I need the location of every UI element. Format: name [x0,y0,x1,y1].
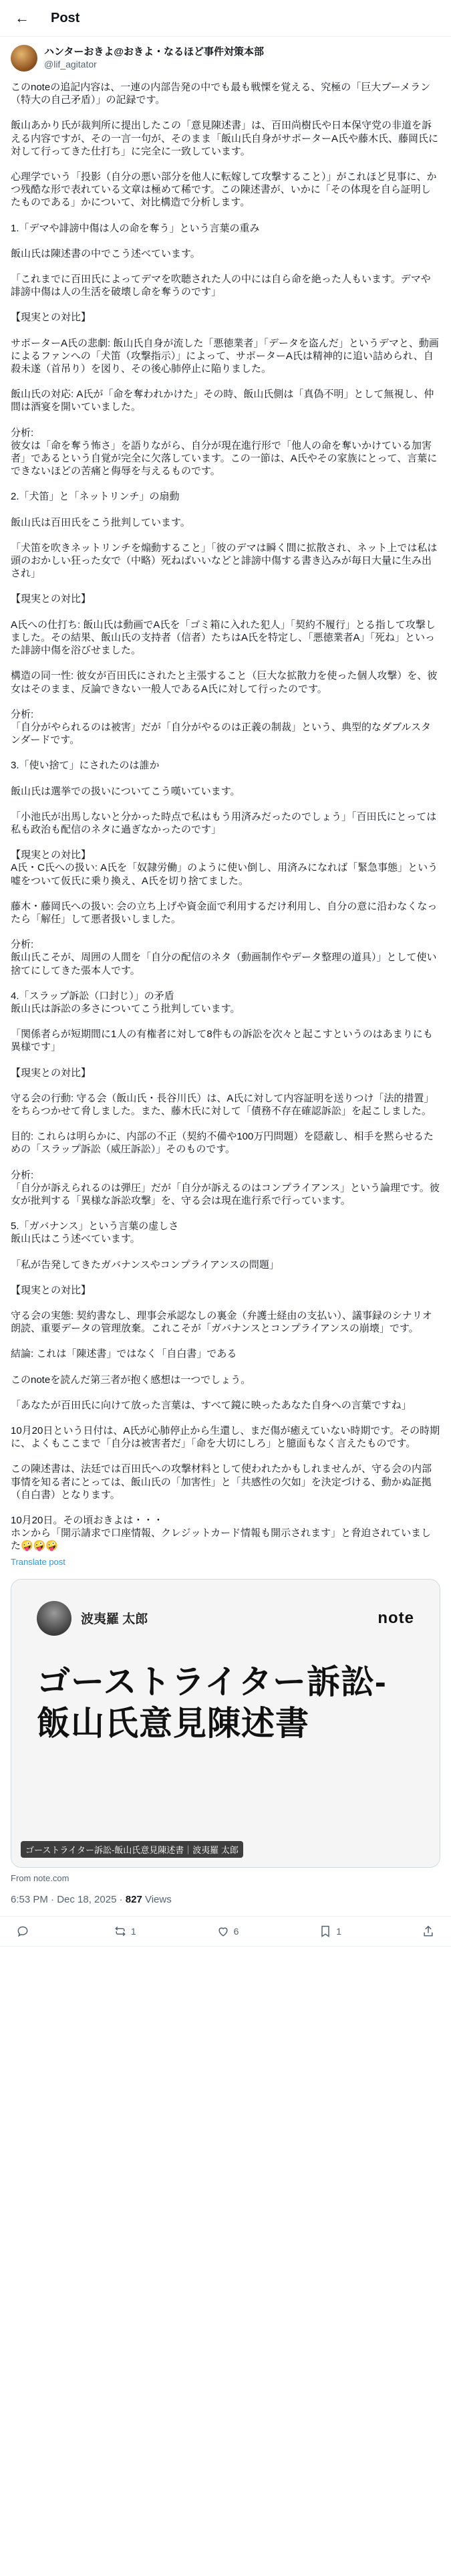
post-paragraph: 【現実との対比】 A氏・C氏への扱い: A氏を「奴隷労働」のように使い倒し、用済みになれば「緊急事態」という嘘をついて仮氏に乗り換え、A氏を切り捨てました。 [11,849,438,887]
author-handle[interactable]: @lif_agitator [44,59,97,70]
reply-icon [16,1925,29,1938]
post-paragraph: 「あなたが百田氏に向けて放った言葉は、すべて鏡に映ったあなた自身への言葉ですね」 [11,1399,412,1411]
post-paragraph: 「これまでに百田氏によってデマを吹聴された人の中には自ら命を絶った人もいます。デマや誹謗中傷は人の生活を破壊し命を奪うのです」 [11,274,431,298]
action-bar [0,1917,451,1947]
post-paragraph: 構造の同一性: 彼女が百田氏にされたと主張すること（巨大な拡散力を使った個人攻撃）を、彼女はそのまま、反論できない一般人であるA氏に対して行ったのです。 [11,670,438,695]
like-button[interactable] [216,1925,239,1938]
reply-button[interactable] [16,1925,33,1938]
post-paragraph: 守る会の実態: 契約書なし、理事会承認なしの裏金（弁護士経由の支払い）、議事録のシナリオ朗読、重要データの管理放棄。これこそが「ガバナンスとコンプライアンスの崩壊」です。 [11,1310,432,1335]
post-paragraph: 守る会の行動: 守る会（飯山氏・長谷川氏）は、A氏に対して内容証明を送りつけ「法的措置」をちらつかせて脅しました。また、藤木氏に対して「債務不存在確認訴訟」を起こしました。 [11,1092,434,1117]
bookmark-button[interactable] [319,1925,341,1938]
post-text [11,81,440,1553]
post-paragraph: 【現実との対比】 [11,1284,92,1296]
page-title: Post [51,10,80,25]
post-paragraph: 分析: 「自分が訴えられるのは弾圧」だが「自分が訴えるのはコンプライアンス」という論理です。彼女が批判する「異様な訴訟攻撃」を、守る会は現在進行系で行っています。 [11,1169,440,1206]
post-paragraph: 10月20日という日付は、A氏が心肺停止から生還し、まだ傷が癒えていない時期です。その時期に、よくもここまで「自分は被害者だ」「命を大切にしろ」と臆面もなく言えたものです。 [11,1425,440,1450]
post-paragraph: 5.「ガバナンス」という言葉の虚しさ 飯山氏はこう述べています。 [11,1220,179,1245]
post-paragraph: このnoteの追記内容は、一連の内部告発の中でも最も戦慄を覚える、究極の「巨大ブーメラン（特大の自己矛盾）」の記録です。 [11,82,430,106]
bookmark-icon [319,1925,332,1938]
post-author [0,37,451,72]
arrow-left-icon: ← [15,9,29,26]
post-paragraph: 「小池氏が出馬しないと分かった時点で私はもう用済みだったのでしょう」「百田氏にとっては私も政治も配信のネタに過ぎなかったのです」 [11,811,437,835]
share-icon [422,1925,435,1938]
note-logo: note [378,1608,414,1627]
post-paragraph: 「関係者らが短期間に1人の有権者に対して8件もの訴訟を次々と起こすというのはあまりにも異様です」 [11,1029,433,1053]
post-paragraph: 「犬笛を吹きネットリンチを煽動すること」「彼のデマは瞬く間に拡散され、ネット上では私は頭のおかしい狂った女で（中略）死ねばいいなどと誹謗中傷する書き込みが毎日大量に生み出され」 [11,542,438,580]
bookmark-count: 1 [336,1925,342,1937]
post-paragraph: このnoteを読んだ第三者が抱く感想は一つでしょう。 [11,1374,251,1386]
top-bar [0,0,451,37]
back-button[interactable] [11,7,33,29]
link-card[interactable] [11,1579,440,1868]
post-paragraph: 3.「使い捨て」にされたのは誰か [11,760,160,772]
post-paragraph: 藤木・藤岡氏への扱い: 会の立ち上げや資金面で利用するだけ利用し、自分の意に沿わなくなったら「解任」して悪者扱いしました。 [11,900,438,925]
post-paragraph: 結論: これは「陳述書」ではなく「自白書」である [11,1348,237,1360]
post-paragraph: A氏への仕打ち: 飯山氏は動画でA氏を「ゴミ箱に入れた犯人」「契約不履行」とる指して攻撃しました。その結果、飯山氏の支持者（信者）たちはA氏を特定し、「悪徳業者A」「死ね」といった誹謗中傷を浴びせました。 [11,619,436,657]
translate-link[interactable]: Translate post [11,1556,65,1567]
post-paragraph: 1.「デマや誹謗中傷は人の命を奪う」という言葉の重み [11,222,260,234]
post-paragraph: 心理学でいう「投影（自分の悪い部分を他人に転嫁して攻撃すること）」がこれほど見事に、かつ残酷な形で表れている文章は極めて稀です。この陳述書が、いかに「その体現を自ら証明したものである」かについて、対比構造で分析します。 [11,171,437,209]
avatar[interactable] [11,45,37,72]
post-paragraph: 「私が告発してきたガバナンスやコンプライアンスの問題」 [11,1259,279,1271]
post-meta [0,1883,451,1917]
views-label: Views [142,1893,172,1905]
post-paragraph: 分析: 飯山氏こそが、周囲の人間を「自分の配信のネタ（動画制作やデータ整理の道具）」として使い捨てにしてきた張本人です。 [11,939,437,976]
repost-count: 1 [130,1925,136,1937]
post-paragraph: 目的: これらは明らかに、内部の不正（契約不備や100万円問題）を隠蔽し、相手を黙らせるための「スラップ訴訟（威圧訴訟）」そのものです。 [11,1131,434,1156]
card-image [11,1580,440,1867]
card-title: ゴーストライター訴訟-飯山氏意見陳述書 [37,1662,387,1742]
card-author: 波夷羅 太郎 [81,1612,148,1627]
post-paragraph: 飯山氏は選挙での扱いについてこう嘆いています。 [11,785,241,797]
view-count: 827 [125,1893,142,1905]
post-paragraph: 【現実との対比】 [11,312,92,324]
post-paragraph: サポーターA氏の悲劇: 飯山氏自身が流した「悪徳業者」「データを盗んだ」というデマと、動画によるファンへの「犬笛（攻撃指示）」によって、サポーターA氏は精神的に追い詰められ、自殺未遂（首吊り）を図り、その後心肺停止に陥りました。 [11,337,439,375]
heart-icon [216,1925,230,1938]
post-paragraph: 【現実との対比】 [11,593,92,605]
post-paragraph: 分析: 彼女は「命を奪う怖さ」を語りながら、自分が現在進行形で「他人の命を奪いかけている加害者」であるという自覚が完全に欠落しています。この一節は、A氏やその家族にとって、言葉にできないほどの苦痛と侮辱を与えるものです。 [11,427,438,477]
post-paragraph: 飯山氏の対応: A氏が「命を奪われかけた」その時、飯山氏側は「真偽不明」として無視し、仲間は酒宴を開いていました。 [11,389,434,413]
post-paragraph: 【現実との対比】 [11,1067,92,1079]
card-source[interactable]: From note.com [11,1872,69,1883]
post-timestamp[interactable]: 6:53 PM · Dec 18, 2025 · [11,1893,126,1905]
repost-button[interactable] [114,1925,136,1938]
like-count: 6 [233,1925,239,1937]
repost-icon [114,1925,127,1938]
post-paragraph: 2.「犬笛」と「ネットリンチ」の扇動 [11,491,180,503]
author-name[interactable]: ハンターおきよ@おきよ・なるほど事件対策本部 [44,46,265,58]
post-paragraph: 飯山氏は百田氏をこう批判しています。 [11,516,190,528]
card-author-avatar [37,1601,71,1636]
card-caption: ゴーストライター訴訟-飯山氏意見陳述書｜波夷羅 太郎 [21,1841,243,1858]
post-paragraph: この陳述書は、法廷では百田氏への攻撃材料として使われたかもしれませんが、守る会の内部事情を知る者にとっては、飯山氏の「加害性」と「共感性の欠如」を決定づける、動かぬ証拠（自白書）となります。 [11,1463,432,1501]
post-paragraph: 4.「スラップ訴訟（口封じ）」の矛盾 飯山氏は訴訟の多さについてこう批判しています。 [11,990,241,1014]
post-paragraph: 飯山氏は陳述書の中でこう述べています。 [11,247,200,259]
post-paragraph: 飯山あかり氏が裁判所に提出したこの「意見陳述書」は、百田尚樹氏や日本保守党の非道を訴える内容ですが、その一言一句が、そのまま「飯山氏自身がサポーターA氏や藤木氏、藤岡氏に対して行ってきた仕打ち」に完全に一致しています。 [11,120,439,157]
post-paragraph: 分析: 「自分がやられるのは被害」だが「自分がやるのは正義の制裁」という、典型的なダブルスタンダードです。 [11,708,431,746]
share-button[interactable] [422,1925,435,1938]
post-paragraph: 10月20日。その頃おきよは・・・ ホンから「開示請求で口座情報、クレジットカード情報も開示されます」と脅迫されていました🤪🤪🤪 [11,1515,432,1552]
